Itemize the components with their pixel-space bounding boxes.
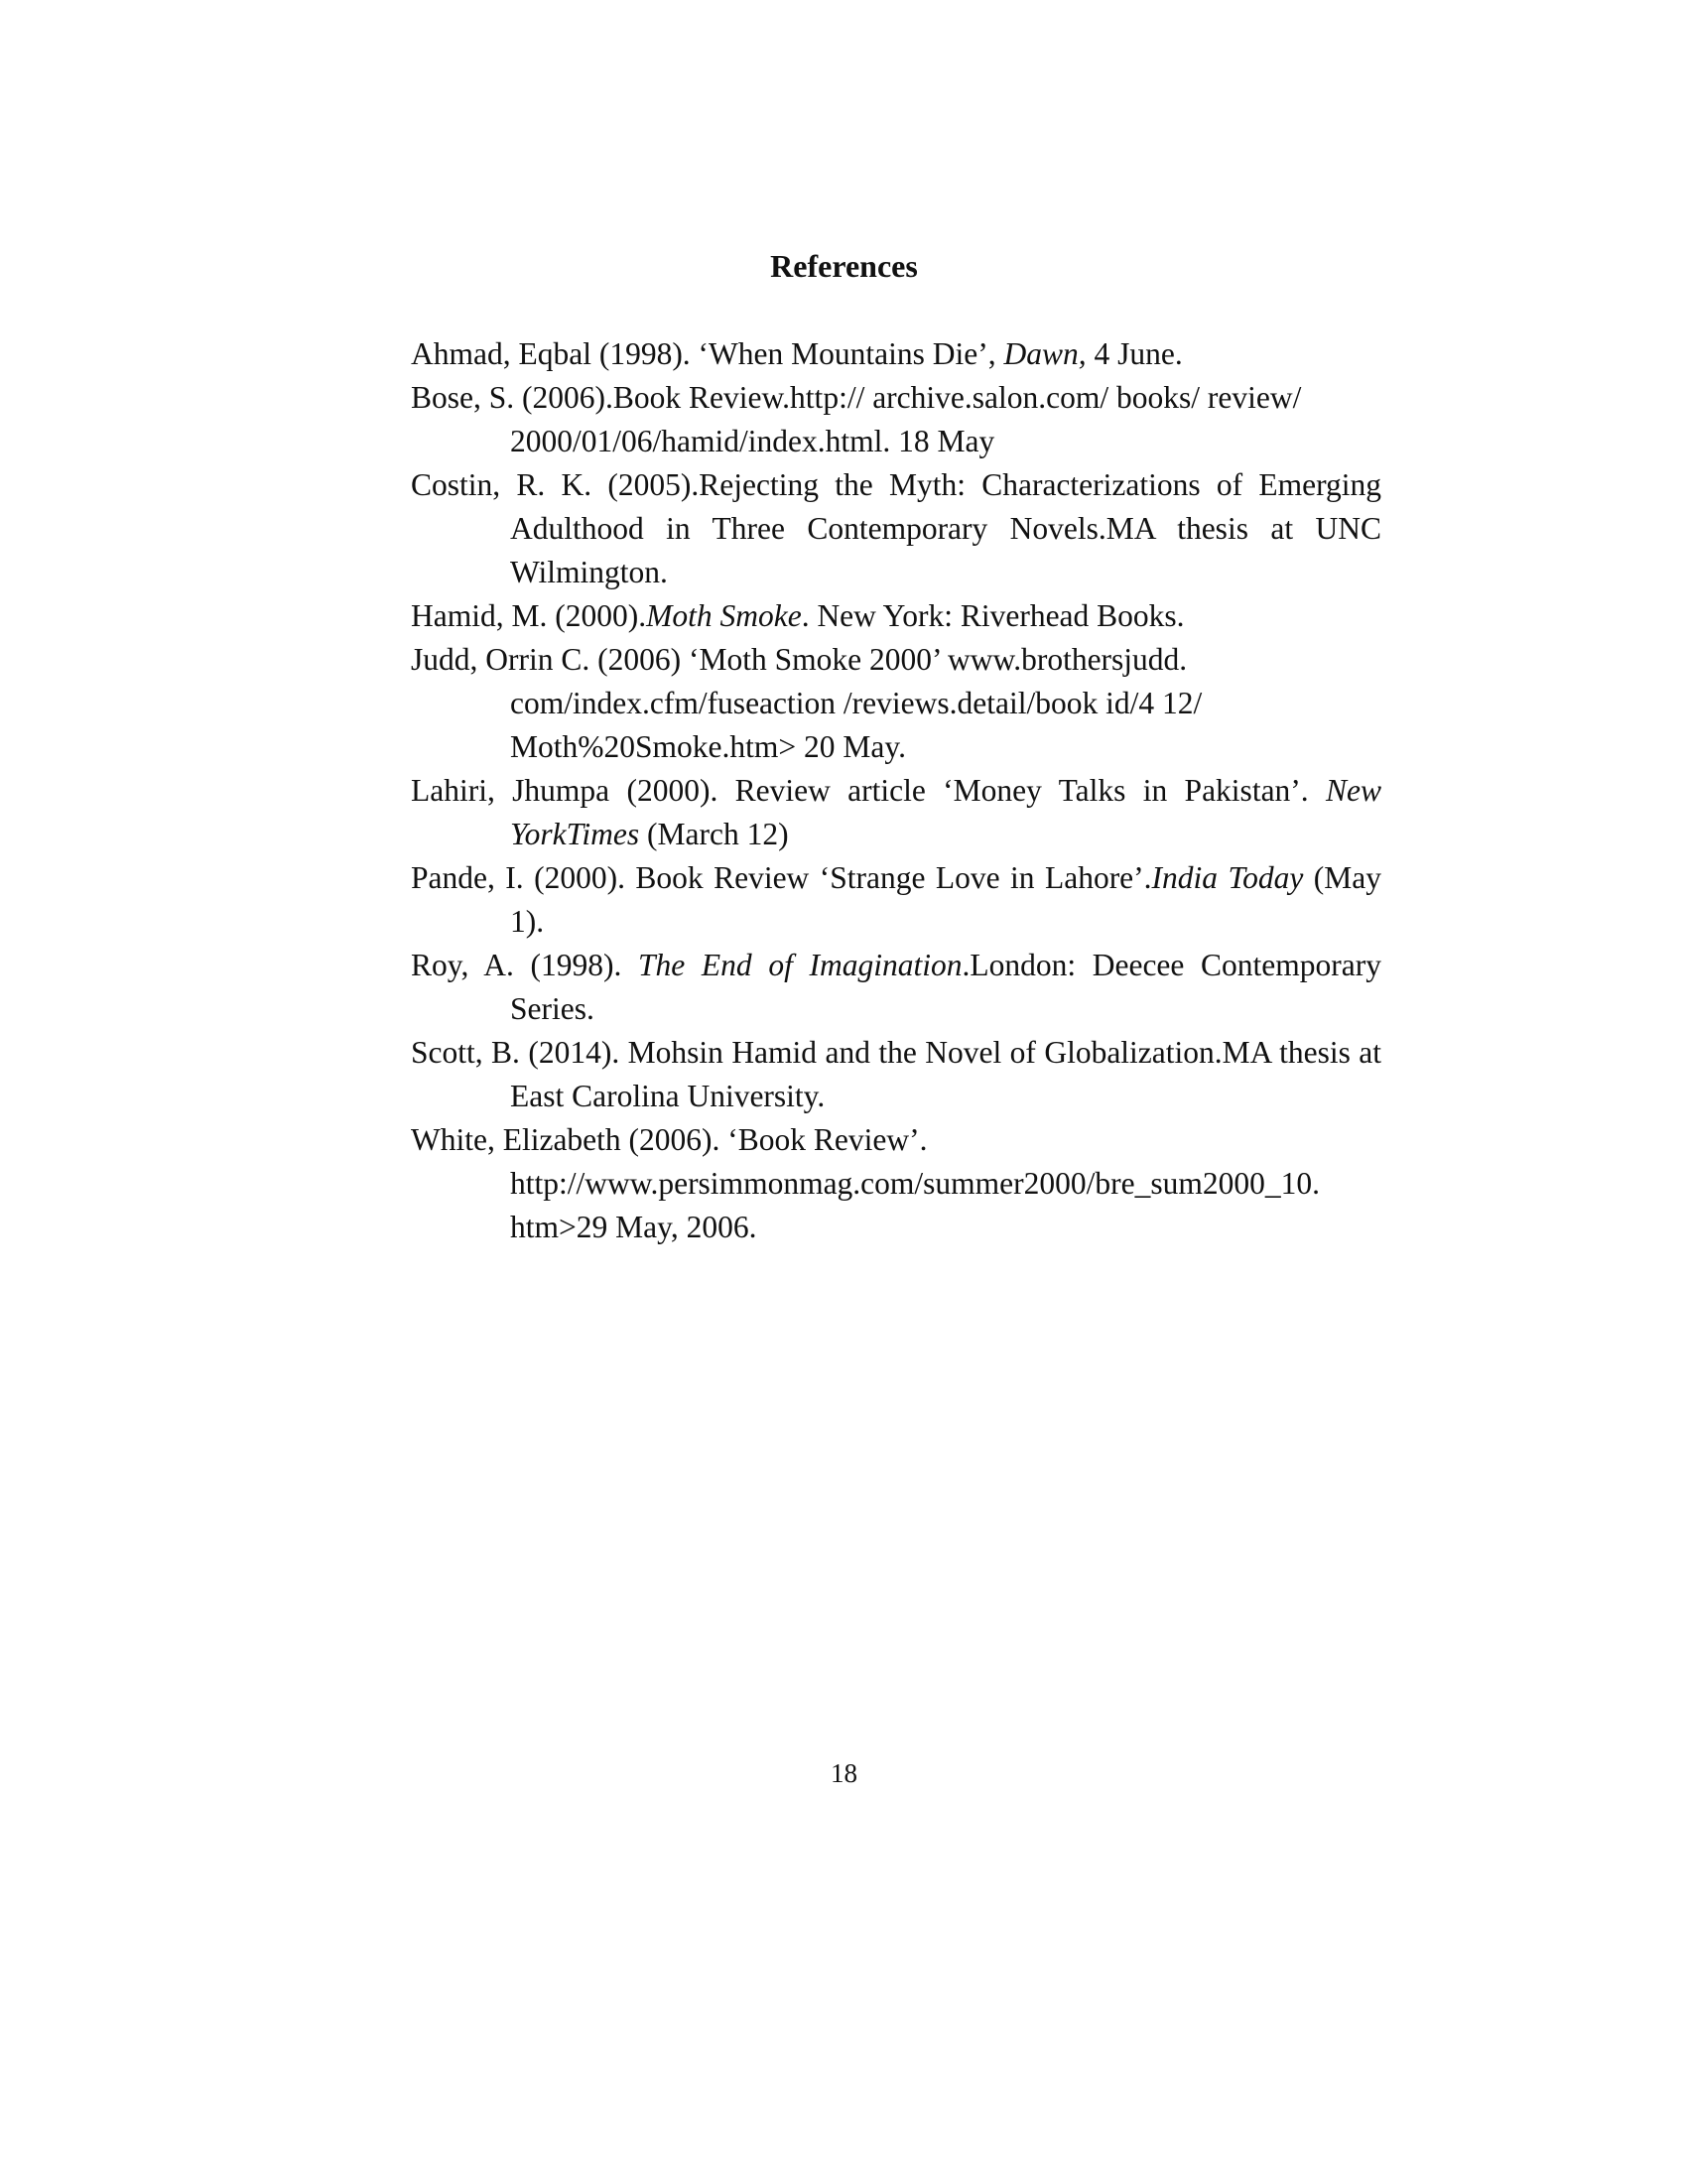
reference-italic-title: New YorkTimes <box>510 773 1381 851</box>
reference-url-line: http://www.persimmonmag.com/summer2000/bre_sum2000_10. <box>510 1166 1321 1201</box>
reference-list <box>411 332 1381 1249</box>
reference-text: Judd, Orrin C. (2006) ‘Moth Smoke 2000’ www.brothersjudd. <box>411 642 1188 677</box>
reference-ahmad <box>411 332 1381 376</box>
reference-bose <box>411 376 1381 463</box>
reference-scott <box>411 1031 1381 1118</box>
reference-text: White, Elizabeth (2006). ‘Book Review’. <box>411 1122 928 1157</box>
reference-text: Hamid, M. (2000). <box>411 598 647 633</box>
reference-judd <box>411 638 1381 769</box>
page-title: References <box>770 248 918 284</box>
reference-text: Roy, A. (1998). <box>411 948 639 982</box>
reference-text: (March 12) <box>639 817 789 851</box>
reference-text: . New York: Riverhead Books. <box>801 598 1185 633</box>
reference-costin <box>411 463 1381 594</box>
reference-url-line: htm>29 May, 2006. <box>510 1210 757 1244</box>
reference-italic-title: The End of Imagination <box>638 948 963 982</box>
reference-text: 4 June. <box>1086 336 1183 371</box>
reference-url-line: com/index.cfm/fuseaction /reviews.detail/book id/4 12/ <box>510 686 1203 720</box>
reference-lahiri <box>411 769 1381 856</box>
reference-italic-title: Dawn, <box>1003 336 1087 371</box>
reference-text: Ahmad, Eqbal (1998). ‘When Mountains Die’, <box>411 336 1004 371</box>
reference-hamid <box>411 594 1381 638</box>
reference-url-line: Moth%20Smoke.htm> 20 May. <box>510 729 906 764</box>
reference-text: Pande, I. (2000). Book Review ‘Strange Love in Lahore’. <box>411 860 1152 895</box>
page-number: 18 <box>831 1758 857 1788</box>
reference-text: Lahiri, Jhumpa (2000). Review article ‘Money Talks in Pakistan’. <box>411 773 1326 808</box>
reference-italic-title: India Today <box>1151 860 1304 895</box>
reference-text: (May 1). <box>510 860 1381 939</box>
reference-text: Scott, B. (2014). Mohsin Hamid and the Novel of Globalization.MA thesis at East Carolina University. <box>411 1035 1381 1113</box>
reference-text: .London: Deecee Contemporary Series. <box>510 948 1381 1026</box>
reference-pande <box>411 856 1381 944</box>
reference-white <box>411 1118 1381 1249</box>
reference-italic-title: Moth Smoke <box>646 598 802 633</box>
reference-text: Bose, S. (2006).Book Review.http:// archive.salon.com/ books/ review/ 2000/01/06/hamid/index.html. 18 May <box>411 380 1302 458</box>
reference-text: Costin, R. K. (2005).Rejecting the Myth: Characterizations of Emerging Adulthood in Three Contemporary Novels.MA thesis at UNC Wilmington. <box>411 467 1381 589</box>
reference-roy <box>411 944 1381 1031</box>
